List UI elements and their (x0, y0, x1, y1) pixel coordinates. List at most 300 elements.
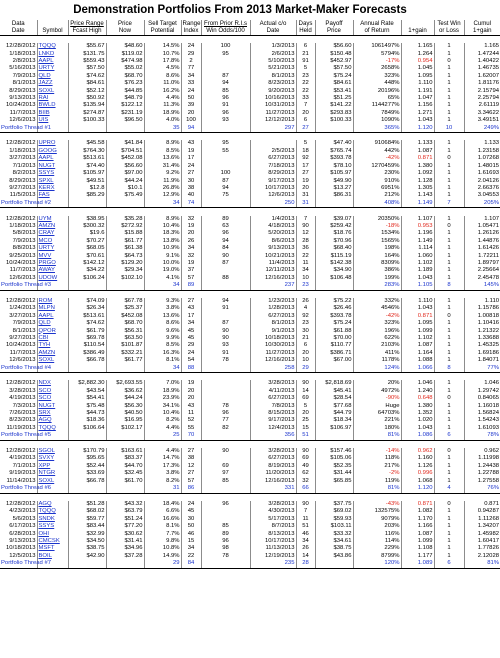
cell-date: 7/9/2013 (12, 320, 36, 327)
summary-actual-date: 356 (250, 432, 296, 440)
cell-price: $43.32 (106, 501, 144, 508)
cell-range-index: 20 (181, 110, 201, 117)
cell-annual-rate: 199% (353, 275, 401, 282)
cell-cumul-gain: 1.05471 (464, 223, 500, 230)
cell-range-index: 29 (181, 342, 201, 349)
cell-sell-target: 19.0% (144, 267, 181, 274)
cell-price-range: $2,882.30 (68, 380, 106, 387)
table-row (0, 417, 500, 424)
cell-price: $67.78 (106, 298, 144, 305)
cell-actual-date: 8/29/2013 (250, 170, 296, 177)
summary-win-odds (201, 432, 250, 440)
summary-win-odds (201, 125, 250, 133)
cell-cumul-gain: 2.61119 (464, 102, 500, 109)
cell-range-index: 19 (181, 148, 201, 155)
header-row (0, 20, 500, 27)
cell-range-index: 45 (181, 328, 201, 335)
cell-payoff: $103.11 (315, 523, 353, 530)
cell-days-held: 28 (296, 238, 315, 245)
cell-days-held: 90 (296, 223, 315, 230)
cell-actual-date: 8/19/2013 (250, 463, 296, 470)
cell-gain: 1.149 (401, 238, 434, 245)
header-price-range: Fcast High (68, 27, 106, 35)
cell-payoff: $61.88 (315, 328, 353, 335)
cell-price: $44.85 (106, 88, 144, 95)
cell-price: $36.62 (106, 388, 144, 395)
cell-cumul-gain: 2.12028 (464, 553, 500, 560)
cell-annual-rate: 2103% (353, 342, 401, 349)
summary-win-loss: 7 (434, 200, 464, 208)
spacer-row (0, 133, 500, 141)
cell-date: 12/28/2012 (6, 380, 36, 387)
cell-payoff: $106.48 (315, 275, 353, 282)
cell-payoff: $78.10 (315, 163, 353, 170)
cell-range-index: 24 (181, 88, 201, 95)
cell-price: $35.28 (106, 216, 144, 223)
cell-range-index: 30 (181, 178, 201, 185)
cell-payoff: $38.75 (315, 545, 353, 552)
table-row (0, 155, 500, 162)
header-payoff: Payoff (315, 20, 353, 27)
cell-cumul-gain: 1.62007 (464, 73, 500, 80)
cell-sell-target: 14.5% (144, 43, 181, 50)
cell-symbol: UDOW (37, 275, 68, 282)
cell-annual-rate: 1178% (353, 357, 401, 364)
cell-annual-rate: 8309% (353, 260, 401, 267)
cell-days-held: 33 (296, 95, 315, 102)
cell-win-loss: 1 (434, 357, 464, 364)
summary-sell-target: 25 (144, 432, 181, 440)
cell-actual-date: 6/27/2013 (250, 455, 296, 462)
cell-date: 1/24/2013 (9, 305, 36, 312)
cell-win-odds: 82 (201, 425, 250, 432)
table-row (0, 216, 500, 223)
cell-date: 7/26/2013 (9, 410, 36, 417)
cell-win-odds: 78 (201, 403, 250, 410)
cell-win-loss: 1 (434, 80, 464, 87)
summary-sell-target: 34 (144, 365, 181, 373)
table-row (0, 88, 500, 95)
cell-price-range: $50.92 (68, 95, 106, 102)
cell-range-index: 57 (181, 478, 201, 485)
cell-payoff: $18.34 (315, 417, 353, 424)
cell-payoff: $56.60 (315, 43, 353, 50)
cell-win-odds (201, 58, 250, 65)
header-actual-date: Date (250, 27, 296, 35)
cell-actual-date: 2/5/2013 (250, 148, 296, 155)
cell-actual-date: 9/13/2013 (250, 245, 296, 252)
cell-win-loss: 1 (434, 455, 464, 462)
cell-range-index: 19 (181, 223, 201, 230)
cell-symbol: RAI (37, 95, 68, 102)
cell-date: 8/29/2013 (9, 87, 36, 94)
summary-annual-rate: 408% (353, 200, 401, 208)
cell-symbol: TQQQ (37, 508, 68, 515)
cell-win-odds: 87 (201, 178, 250, 185)
header-range-index: Index (181, 27, 201, 35)
cell-gain: 1.047 (401, 95, 434, 102)
cell-days-held: 26 (296, 298, 315, 305)
cell-symbol: JAZZ (37, 80, 68, 87)
cell-symbol: AMZN (37, 350, 68, 357)
summary-range-index: 74 (181, 200, 201, 208)
cell-gain: 1.046 (401, 380, 434, 387)
cell-days-held: 20 (296, 410, 315, 417)
cell-win-loss: 1 (434, 553, 464, 560)
cell-win-odds: 91 (201, 350, 250, 357)
cell-gain: 0.648 (401, 395, 434, 402)
cell-price-range: $74.62 (68, 320, 106, 327)
summary-payoff (315, 485, 353, 493)
table-row (0, 395, 500, 402)
cell-days-held: 21 (296, 335, 315, 342)
cell-symbol: AAPL (37, 58, 68, 65)
cell-date: 11/7/2013 (9, 109, 36, 116)
cell-actual-date: 12/12/2013 (250, 117, 296, 124)
cell-win-odds: 78 (201, 553, 250, 560)
cell-sell-target: 9.8% (144, 538, 181, 545)
cell-range-index: 27 (181, 170, 201, 177)
thread-summary-row (0, 365, 500, 373)
cell-days-held: 17 (296, 163, 315, 170)
summary-actual-date: 297 (250, 125, 296, 133)
cell-price-range: $68.02 (68, 508, 106, 515)
cell-win-loss: 1 (434, 538, 464, 545)
cell-price: $68.70 (106, 320, 144, 327)
table-row (0, 357, 500, 364)
spacer-row (0, 208, 500, 216)
cell-actual-date: 1/4/2013 (250, 216, 296, 223)
summary-annual-rate: 283% (353, 282, 401, 290)
table-row (0, 410, 500, 417)
cell-win-loss: 1 (434, 178, 464, 185)
cell-win-odds: 100 (201, 170, 250, 177)
cell-price-range: $42.90 (68, 553, 106, 560)
summary-price (106, 560, 144, 568)
cell-days-held: 92 (296, 155, 315, 162)
spacer-row (0, 35, 500, 43)
cell-win-odds: 93 (201, 117, 250, 124)
table-row (0, 140, 500, 147)
cell-days-held: 23 (296, 320, 315, 327)
summary-win-loss: 8 (434, 282, 464, 290)
cell-gain: 0.871 (401, 501, 434, 508)
cell-date: 12/28/2012 (6, 215, 36, 222)
cell-price-range: $59.77 (68, 516, 106, 523)
cell-sell-target: 8.1% (144, 357, 181, 364)
cell-date: 11/5/2013 (9, 192, 36, 199)
cell-date: 12/6/2013 (9, 117, 36, 124)
cell-range-index: 34 (181, 545, 201, 552)
cell-gain: 1.043 (401, 117, 434, 124)
summary-gain: 1.089 (401, 560, 434, 568)
cell-days-held: 51 (296, 523, 315, 530)
cell-gain: 1.068 (401, 478, 434, 485)
cell-symbol: SOXL (37, 478, 68, 485)
summary-annual-rate: 120% (353, 560, 401, 568)
summary-range-index: 94 (181, 125, 201, 133)
cell-win-loss: 1 (434, 51, 464, 58)
cell-actual-date: 6/27/2013 (250, 395, 296, 402)
cell-date: 9/19/2013 (9, 470, 36, 477)
cell-days-held: 7 (296, 216, 315, 223)
cell-sell-target: 14.7% (144, 455, 181, 462)
cell-cumul-gain: 1.60417 (464, 538, 500, 545)
cell-date: 8/23/2013 (9, 417, 36, 424)
cell-win-odds: 100 (201, 43, 250, 50)
cell-win-loss: 0 (434, 155, 464, 162)
cell-payoff: $37.75 (315, 501, 353, 508)
cell-price-range: $38.75 (68, 545, 106, 552)
cell-symbol: BIIB (37, 110, 68, 117)
cell-payoff: $43.86 (315, 553, 353, 560)
summary-cumul-gain: 78% (464, 432, 500, 440)
cell-price-range: $513.61 (68, 155, 106, 162)
cell-annual-rate: 198% (353, 245, 401, 252)
header-payoff: Price (315, 27, 353, 35)
cell-gain: 1.165 (401, 43, 434, 50)
cell-price: $61.77 (106, 357, 144, 364)
cell-payoff: $49.90 (315, 178, 353, 185)
cell-annual-rate: 1090% (353, 117, 401, 124)
cell-actual-date: 7/8/2013 (250, 403, 296, 410)
cell-sell-target: 10.8% (144, 545, 181, 552)
cell-sell-target: 16.3% (144, 350, 181, 357)
cell-actual-date: 12/19/2013 (250, 553, 296, 560)
cell-price: $64.73 (106, 253, 144, 260)
cell-price: $56.30 (106, 403, 144, 410)
thread-summary-row (0, 560, 500, 568)
cell-range-index: 17 (181, 313, 201, 320)
cell-payoff: $105.06 (315, 455, 353, 462)
cell-win-loss: 1 (434, 410, 464, 417)
cell-price: $40.50 (106, 410, 144, 417)
summary-cumul-gain: 145% (464, 282, 500, 290)
cell-payoff: $51.25 (315, 95, 353, 102)
cell-date: 11/7/2013 (9, 349, 36, 356)
summary-gain: 1.149 (401, 200, 434, 208)
cell-days-held: 49 (296, 463, 315, 470)
cell-range-index: 100 (181, 117, 201, 124)
cell-annual-rate: -43% (353, 501, 401, 508)
cell-annual-rate: 221% (353, 417, 401, 424)
cell-annual-rate: 1270459% (353, 163, 401, 170)
cell-days-held: 20 (296, 350, 315, 357)
table-row (0, 508, 500, 515)
cell-win-odds (201, 267, 250, 274)
cell-payoff: $765.74 (315, 148, 353, 155)
summary-win-loss: 6 (434, 432, 464, 440)
cell-symbol: SGOL (37, 448, 68, 455)
summary-gain: 1.120 (401, 485, 434, 493)
cell-date: 1/18/2013 (9, 50, 36, 57)
cell-symbol: CBI (37, 335, 68, 342)
cell-win-odds: 90 (201, 328, 250, 335)
summary-actual-date: 235 (250, 560, 296, 568)
summary-price (106, 125, 144, 133)
cell-price-range: $135.94 (68, 102, 106, 109)
cell-date: 8/1/2013 (12, 80, 36, 87)
cell-sell-target: 8.5% (144, 342, 181, 349)
cell-price-range: $54.41 (68, 395, 106, 402)
header-row (0, 27, 500, 35)
cell-sell-target: 16.6% (144, 516, 181, 523)
cell-actual-date: 5/10/2013 (250, 58, 296, 65)
cell-price: $10.1 (106, 185, 144, 192)
cell-sell-target: 8.1% (144, 523, 181, 530)
cell-cumul-gain: 1.45982 (464, 531, 500, 538)
cell-date: 7/9/2013 (12, 72, 36, 79)
cell-days-held: 11 (296, 516, 315, 523)
cell-cumul-gain: 1.47244 (464, 51, 500, 58)
cell-annual-rate: 8799% (353, 553, 401, 560)
cell-win-odds: 91 (201, 102, 250, 109)
cell-win-odds: 87 (201, 320, 250, 327)
summary-date: Portfolio Thread #3 (1, 282, 51, 289)
cell-win-odds: 96 (201, 95, 250, 102)
cell-actual-date: 9/17/2013 (250, 417, 296, 424)
summary-range-index: 89 (181, 282, 201, 290)
cell-cumul-gain: 1.16018 (464, 403, 500, 410)
cell-cumul-gain: 1.81176 (464, 80, 500, 87)
cell-days-held: 4 (296, 305, 315, 312)
cell-win-loss: 1 (434, 350, 464, 357)
cell-gain: 1.128 (401, 178, 434, 185)
cell-date: 6/28/2013 (9, 530, 36, 537)
cell-payoff: $86.31 (315, 192, 353, 199)
cell-gain: 1.043 (401, 305, 434, 312)
table-row (0, 185, 500, 192)
cell-gain: 1.095 (401, 320, 434, 327)
cell-sell-target: 12.9% (144, 192, 181, 199)
cell-payoff: $34.61 (315, 538, 353, 545)
cell-days-held: 31 (296, 192, 315, 199)
cell-win-loss: 1 (434, 275, 464, 282)
summary-payoff (315, 282, 353, 290)
cell-annual-rate: 1061497% (353, 43, 401, 50)
cell-days-held: 5 (296, 65, 315, 72)
cell-date: 5/16/2013 (9, 65, 36, 72)
cell-price: $56.60 (106, 163, 144, 170)
cell-annual-rate: 20% (353, 380, 401, 387)
cell-cumul-gain: 2.04126 (464, 178, 500, 185)
cell-sell-target: 34.1% (144, 403, 181, 410)
cell-date: 5/6/2013 (12, 515, 36, 522)
table-row (0, 335, 500, 342)
cell-sell-target: 8.6% (144, 320, 181, 327)
cell-symbol: SSYS (37, 523, 68, 530)
cell-gain: 1.110 (401, 80, 434, 87)
cell-payoff: $386.71 (315, 350, 353, 357)
cell-annual-rate: 6951% (353, 185, 401, 192)
summary-price (106, 365, 144, 373)
cell-win-loss: 1 (434, 238, 464, 245)
cell-days-held: 34 (296, 267, 315, 274)
cell-date: 11/14/2013 (6, 477, 36, 484)
cell-cumul-gain: 1.11268 (464, 516, 500, 523)
cell-gain: 1.095 (401, 73, 434, 80)
cell-win-loss: 1 (434, 110, 464, 117)
cell-price-range: $55.67 (68, 43, 106, 50)
summary-range-index: 70 (181, 432, 201, 440)
cell-win-loss: 1 (434, 298, 464, 305)
cell-annual-rate: -90% (353, 395, 401, 402)
spacer-row (0, 290, 500, 298)
cell-price-range: $26.34 (68, 305, 106, 312)
summary-gain: 1.086 (401, 432, 434, 440)
cell-date: 8/1/2013 (12, 327, 36, 334)
cell-gain: 1.087 (401, 531, 434, 538)
cell-range-index: 11 (181, 410, 201, 417)
cell-price: $48.60 (106, 43, 144, 50)
cell-price: $41.84 (106, 140, 144, 147)
cell-payoff: $33.32 (315, 531, 353, 538)
cell-win-odds: 93 (201, 342, 250, 349)
cell-payoff: $28.54 (315, 395, 353, 402)
cell-sell-target: 4.0% (144, 117, 181, 124)
cell-annual-rate: 64703% (353, 410, 401, 417)
cell-range-index: 24 (181, 350, 201, 357)
cell-annual-rate: 20350% (353, 216, 401, 223)
cell-days-held: 90 (296, 501, 315, 508)
cell-symbol: BWLD (37, 102, 68, 109)
cell-annual-rate: -42% (353, 155, 401, 162)
table-row (0, 230, 500, 237)
summary-cumul-gain: 77% (464, 365, 500, 373)
cell-win-odds: 98 (201, 545, 250, 552)
cell-sell-target: 13.6% (144, 313, 181, 320)
cell-days-held: 21 (296, 51, 315, 58)
table-row (0, 43, 500, 50)
cell-days-held: 7 (296, 102, 315, 109)
cell-cumul-gain: 1.89797 (464, 260, 500, 267)
cell-price-range: $70.27 (68, 238, 106, 245)
table-row (0, 380, 500, 387)
cell-price: $31.41 (106, 538, 144, 545)
cell-sell-target: 13.8% (144, 238, 181, 245)
cell-price: $129.20 (106, 260, 144, 267)
cell-gain: 1.164 (401, 350, 434, 357)
cell-annual-rate: 411% (353, 350, 401, 357)
summary-days-held: 31 (296, 200, 315, 208)
cell-annual-rate: 196% (353, 328, 401, 335)
cell-actual-date: 8/23/2013 (250, 80, 296, 87)
header-price: Now (106, 27, 144, 35)
cell-cumul-gain: 1.69186 (464, 350, 500, 357)
portfolio-table (0, 20, 500, 569)
cell-payoff: $31.44 (315, 470, 353, 477)
cell-days-held: 27 (296, 170, 315, 177)
cell-sell-target: 9.3% (144, 298, 181, 305)
cell-win-loss: 1 (434, 230, 464, 237)
table-row (0, 238, 500, 245)
cell-sell-target: 10.7% (144, 51, 181, 58)
cell-price-range: $70.61 (68, 253, 106, 260)
cell-cumul-gain: 0.84065 (464, 395, 500, 402)
cell-payoff: $141.22 (315, 102, 353, 109)
cell-price: $61.70 (106, 478, 144, 485)
cell-annual-rate: 4972% (353, 388, 401, 395)
cell-date: 8/2/2013 (12, 170, 36, 177)
cell-win-loss: 1 (434, 403, 464, 410)
cell-days-held: 20 (296, 185, 315, 192)
cell-win-loss: 1 (434, 140, 464, 147)
cell-symbol: QLD (37, 320, 68, 327)
cell-win-odds: 89 (201, 531, 250, 538)
cell-gain: 1.380 (401, 403, 434, 410)
table-row (0, 65, 500, 72)
cell-range-index: 32 (181, 216, 201, 223)
